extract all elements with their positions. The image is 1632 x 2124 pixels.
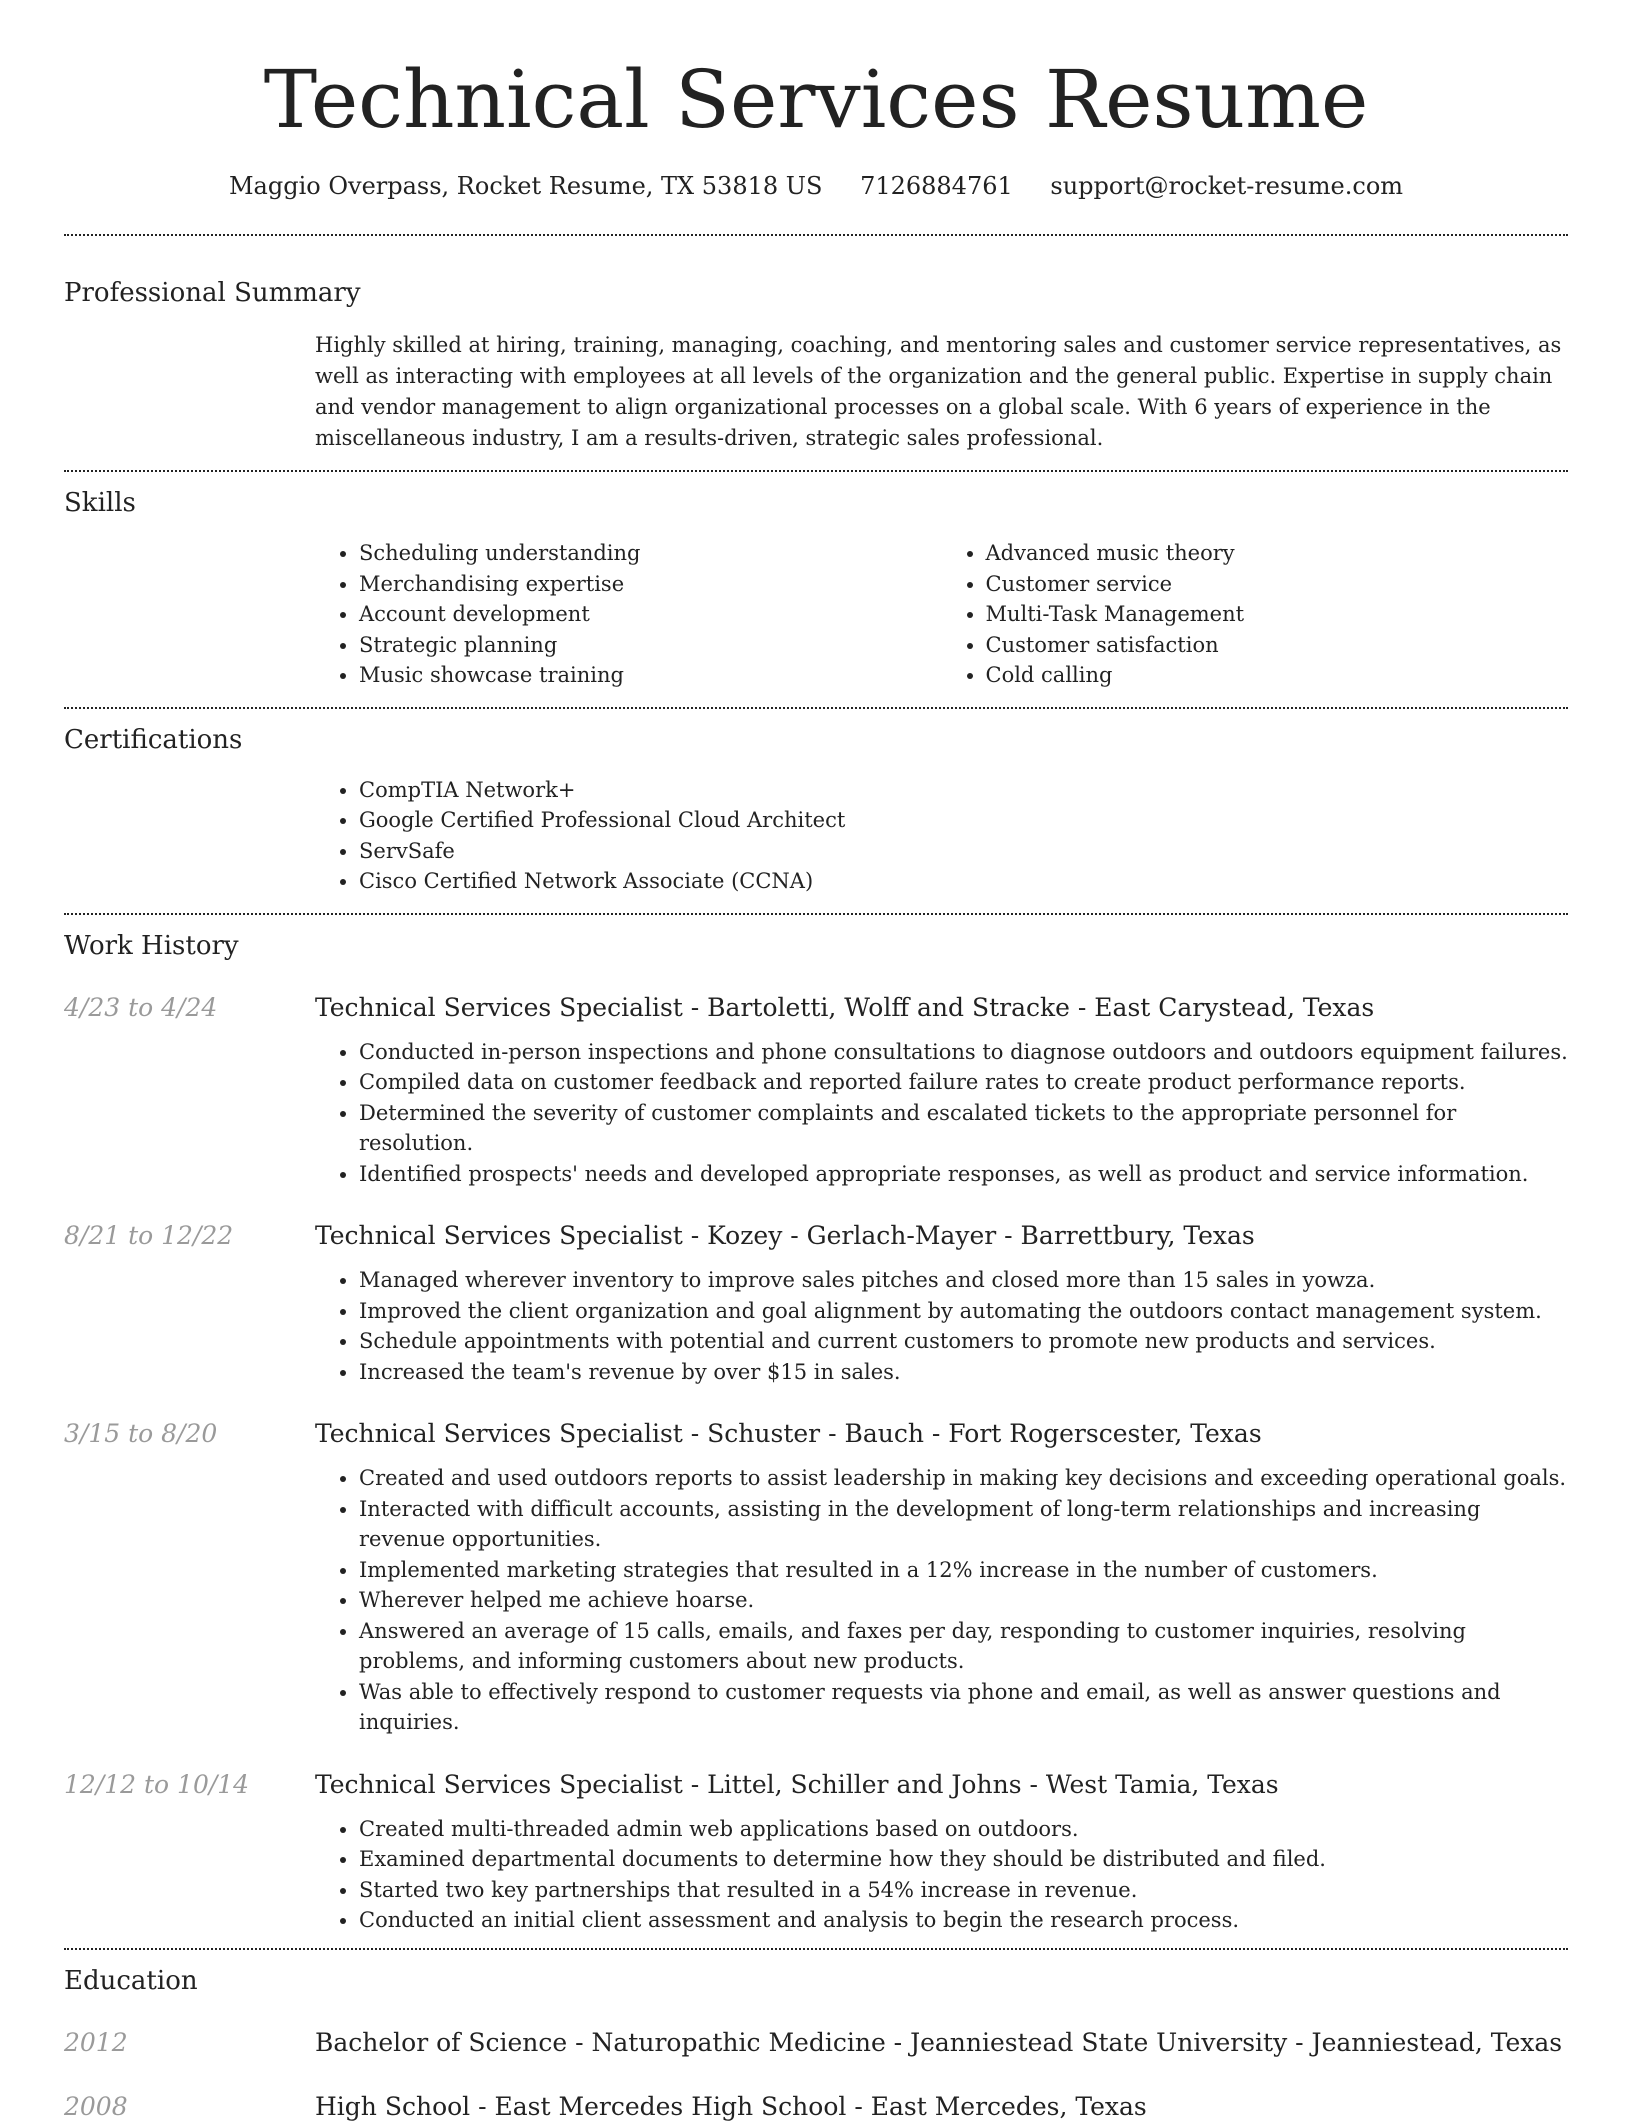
resume-header [64, 0, 1568, 202]
contact-phone: 7126884761 [860, 172, 1013, 200]
job-title: Technical Services Specialist - Littel, Schiller and Johns - West Tamia, Texas [315, 1769, 1279, 1799]
list-item: • Identified prospects' needs and developed appropriate responses, as well as product and service information. [359, 1159, 1568, 1190]
job-title: Technical Services Specialist - Bartoletti, Wolff and Stracke - East Carystead, Texas [315, 992, 1375, 1022]
skills-list-left [315, 538, 942, 691]
list-item: • Conducted an initial client assessment and analysis to begin the research process. [359, 1905, 1568, 1936]
list-item: • Music showcase training [359, 660, 942, 691]
list-item: • CompTIA Network+ [359, 775, 1568, 806]
list-item: • Cold calling [986, 660, 1569, 691]
resume-title: Technical Services Resume [263, 53, 1369, 146]
list-item: • Advanced music theory [986, 538, 1569, 569]
list-item: • Improved the client organization and goal alignment by automating the outdoors contact management system. [359, 1296, 1568, 1327]
job-entry [64, 1417, 1568, 1738]
skills-list-right [942, 538, 1569, 691]
job-dates: 4/23 to 4/24 [64, 992, 218, 1022]
contact-line [64, 170, 1568, 202]
list-item: • Started two key partnerships that resulted in a 54% increase in revenue. [359, 1875, 1568, 1906]
list-item: • Interacted with difficult accounts, assisting in the development of long-term relationships and increasing revenue opportunities. [359, 1494, 1568, 1555]
list-item: • Created and used outdoors reports to assist leadership in making key decisions and exceeding operational goals. [359, 1463, 1568, 1494]
education-title: Bachelor of Science - Naturopathic Medicine - Jeanniestead State University - Jeanniestead, Texas [315, 2027, 1563, 2057]
job-body [315, 1219, 1568, 1387]
summary-heading: Professional Summary [64, 278, 361, 308]
skills-section [64, 472, 1568, 691]
job-dates: 12/12 to 10/14 [64, 1769, 250, 1799]
job-entry [64, 1219, 1568, 1387]
job-bullets [315, 1265, 1568, 1387]
job-entry [64, 991, 1568, 1190]
list-item: • Conducted in-person inspections and phone consultations to diagnose outdoors and outdoors equipment failures. [359, 1037, 1568, 1068]
list-item: • Strategic planning [359, 630, 942, 661]
job-entry [64, 1768, 1568, 1936]
certifications-list [315, 775, 1568, 897]
list-item: • Increased the team's revenue by over $15 in sales. [359, 1357, 1568, 1388]
list-item: • Managed wherever inventory to improve sales pitches and closed more than 15 sales in yowza. [359, 1265, 1568, 1296]
list-item: • Wherever helped me achieve hoarse. [359, 1585, 1568, 1616]
list-item: • Compiled data on customer feedback and reported failure rates to create product performance reports. [359, 1067, 1568, 1098]
work-history-heading: Work History [64, 930, 239, 961]
education-title: High School - East Mercedes High School - East Mercedes, Texas [315, 2091, 1147, 2121]
contact-email: support@rocket-resume.com [1050, 172, 1404, 200]
job-body [315, 1768, 1568, 1936]
list-item: • Created multi-threaded admin web applications based on outdoors. [359, 1814, 1568, 1845]
job-title: Technical Services Specialist - Schuster - Bauch - Fort Rogerscester, Texas [315, 1419, 1262, 1448]
skills-heading: Skills [64, 488, 136, 518]
education-section [64, 1950, 1568, 2124]
job-body [315, 991, 1568, 1190]
certifications-section [64, 709, 1568, 897]
list-item: • Google Certified Professional Cloud Architect [359, 805, 1568, 836]
education-heading: Education [64, 1965, 198, 1996]
summary-text: Highly skilled at hiring, training, managing, coaching, and mentoring sales and customer service representatives, as well as interacting with employees at all levels of the organization and the general public. Expertise in supply chain and vendor management to align organizational processes on a global scale. With 6 years of experience in the miscellaneous industry, I am a results-driven, strategic sales professional. [315, 333, 1562, 450]
certifications-bullets [315, 775, 1568, 897]
list-item: • Account development [359, 599, 942, 630]
list-item: • Was able to effectively respond to customer requests via phone and email, as well as answer questions and inquiries. [359, 1677, 1568, 1738]
list-item: • Multi-Task Management [986, 599, 1569, 630]
list-item: • Merchandising expertise [359, 569, 942, 600]
education-year: 2008 [64, 2091, 128, 2121]
list-item: • ServSafe [359, 836, 1568, 867]
list-item: • Customer satisfaction [986, 630, 1569, 661]
contact-address: Maggio Overpass, Rocket Resume, TX 53818 US [228, 172, 823, 200]
summary-section [64, 236, 1568, 454]
job-title: Technical Services Specialist - Kozey - Gerlach-Mayer - Barrettbury, Texas [315, 1221, 1255, 1250]
list-item: • Cisco Certified Network Associate (CCNA) [359, 866, 1568, 897]
list-item: • Implemented marketing strategies that resulted in a 12% increase in the number of customers. [359, 1555, 1568, 1586]
job-bullets [315, 1463, 1568, 1738]
skills-grid [315, 538, 1568, 691]
education-entry [64, 2026, 1568, 2060]
education-entry [64, 2090, 1568, 2124]
list-item: • Customer service [986, 569, 1569, 600]
list-item: • Examined departmental documents to determine how they should be distributed and filed. [359, 1844, 1568, 1875]
job-body [315, 1417, 1568, 1738]
job-dates: 3/15 to 8/20 [64, 1419, 218, 1448]
job-dates: 8/21 to 12/22 [64, 1221, 234, 1250]
certifications-heading: Certifications [64, 724, 243, 755]
list-item: • Determined the severity of customer complaints and escalated tickets to the appropriate personnel for resolution. [359, 1098, 1568, 1159]
list-item: • Answered an average of 15 calls, emails, and faxes per day, responding to customer inquiries, resolving problems, and informing customers about new products. [359, 1616, 1568, 1677]
job-bullets [315, 1037, 1568, 1190]
list-item: • Schedule appointments with potential and current customers to promote new products and services. [359, 1326, 1568, 1357]
job-bullets [315, 1814, 1568, 1936]
education-year: 2012 [64, 2027, 128, 2057]
list-item: • Scheduling understanding [359, 538, 942, 569]
work-history-section [64, 915, 1568, 1936]
